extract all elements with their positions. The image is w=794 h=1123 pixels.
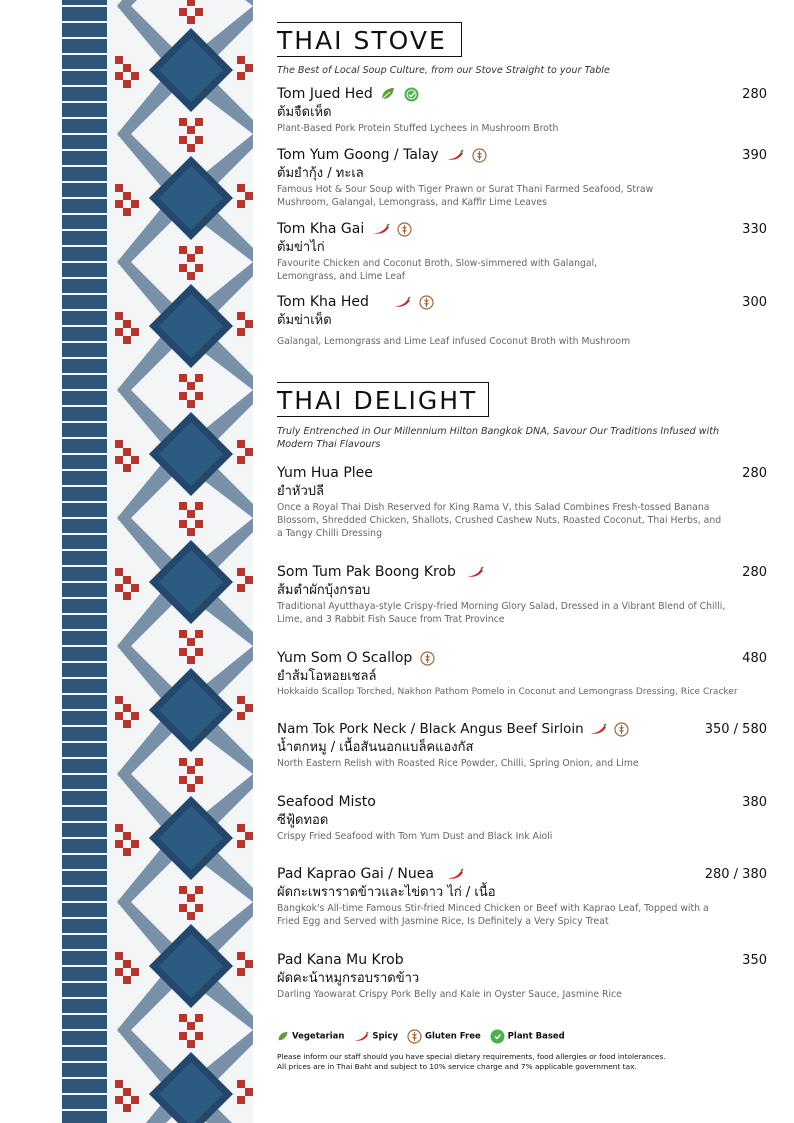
menu-item	[277, 294, 767, 348]
menu-item	[277, 147, 767, 209]
item-thai-name: ซีฟู้ดทอด	[277, 813, 329, 828]
item-name: Tom Kha Hed	[277, 294, 767, 311]
chili-icon	[446, 149, 464, 161]
section-subtitle: Truly Entrenched in Our Millennium Hilton Bangkok DNA, Savour Our Traditions Infused with Modern Thai Flavours	[277, 426, 720, 450]
item-name: Som Tum Pak Boong Krob	[277, 564, 767, 581]
item-name: Pad Kaprao Gai / Nuea	[277, 866, 767, 883]
chili-icon	[393, 296, 411, 308]
item-name: Tom Yum Goong / Talay	[277, 147, 767, 164]
chili-icon	[353, 1031, 369, 1042]
pricing-note: All prices are in Thai Baht and subject to 10% service charge and 7% applicable government tax.	[277, 1062, 637, 1071]
section-subtitle: The Best of Local Soup Culture, from our Stove Straight to your Table	[277, 65, 610, 76]
legend-vegetarian: Vegetarian	[277, 1031, 344, 1042]
menu-item	[277, 721, 767, 770]
plant-based-icon	[404, 87, 419, 102]
item-thai-name: ส้มตำผักบุ้งกรอบ	[277, 583, 371, 598]
item-price: 280 / 380	[704, 867, 767, 882]
gluten-free-icon	[420, 651, 435, 666]
item-price: 280	[742, 87, 767, 102]
item-price: 350 / 580	[704, 722, 767, 737]
item-description: North Eastern Relish with Roasted Rice Powder, Chilli, Spring Onion, and Lime	[277, 758, 639, 769]
item-thai-name: ผัดคะน้าหมูกรอบราดข้าว	[277, 971, 420, 986]
menu-item	[277, 650, 767, 699]
item-thai-name: น้ำตกหมู / เนื้อสันนอกแบล็คแองกัส	[277, 740, 474, 755]
menu-item	[277, 866, 767, 928]
menu-item	[277, 794, 767, 843]
gluten-free-icon	[407, 1029, 422, 1044]
item-thai-name: ยำหัวปลี	[277, 484, 325, 499]
section-title-thai-stove: THAI STOVE	[277, 22, 462, 57]
item-name: Tom Jued Hed	[277, 86, 767, 103]
dietary-legend	[277, 1029, 767, 1044]
item-thai-name: ต้มข่าไก่	[277, 240, 325, 255]
item-price: 330	[742, 222, 767, 237]
menu-item	[277, 465, 767, 540]
decorative-tile-border	[61, 0, 253, 1123]
menu-item	[277, 86, 767, 135]
menu-item	[277, 564, 767, 626]
item-name: Yum Hua Plee	[277, 465, 373, 481]
legend-gluten-free: Gluten Free	[407, 1029, 481, 1044]
item-thai-name: ต้มข่าเห็ด	[277, 313, 332, 328]
item-price: 280	[742, 565, 767, 580]
chili-icon	[446, 868, 464, 880]
gluten-free-icon	[472, 148, 487, 163]
item-description: Once a Royal Thai Dish Reserved for King Rama V, this Salad Combines Fresh-tossed Banana Blossom, Shredded Chicken, Shallots, Crushed Cashew Nuts, Roasted Coconut, Thai Herbs, and a Tangy Chilli Dressing	[277, 502, 722, 539]
item-description: Bangkok's All-time Famous Stir-fried Minced Chicken or Beef with Kaprao Leaf, Topped with a Fried Egg and Served with Jasmine Rice, Is Definitely a Very Spicy Treat	[277, 903, 709, 927]
item-price: 480	[742, 651, 767, 666]
item-description: Crispy Fried Seafood with Tom Yum Dust and Black Ink Aioli	[277, 831, 553, 842]
leaf-icon	[277, 1031, 289, 1042]
chili-icon	[372, 223, 390, 235]
menu-item	[277, 221, 767, 283]
item-name: Nam Tok Pork Neck / Black Angus Beef Sirloin	[277, 721, 767, 738]
item-price: 390	[742, 148, 767, 163]
chili-icon	[589, 723, 607, 735]
item-thai-name: ยำส้มโอหอยเชลล์	[277, 669, 377, 684]
item-description: Famous Hot & Sour Soup with Tiger Prawn or Surat Thani Farmed Seafood, Straw Mushroom, Galangal, Lemongrass, and Kaffir Lime Leaves	[277, 184, 654, 208]
item-name: Seafood Misto	[277, 794, 376, 810]
section-title-thai-delight: THAI DELIGHT	[277, 382, 489, 417]
item-description: Darling Yaowarat Crispy Pork Belly and Kale in Oyster Sauce, Jasmine Rice	[277, 989, 622, 1000]
menu-item	[277, 952, 767, 1001]
item-description: Favourite Chicken and Coconut Broth, Slow-simmered with Galangal, Lemongrass, and Lime Leaf	[277, 258, 598, 282]
item-price: 380	[742, 795, 767, 810]
item-description: Galangal, Lemongrass and Lime Leaf infused Coconut Broth with Mushroom	[277, 336, 631, 347]
chili-icon	[466, 566, 484, 578]
legend-plant-based: Plant Based	[490, 1029, 565, 1044]
item-thai-name: ผัดกะเพราราดข้าวและไข่ดาว ไก่ / เนื้อ	[277, 885, 496, 900]
menu-content	[277, 0, 767, 1123]
item-price: 350	[742, 953, 767, 968]
dietary-note: Please inform our staff should you have special dietary requirements, food allergies or food intolerances.	[277, 1052, 666, 1061]
item-price: 300	[742, 295, 767, 310]
gluten-free-icon	[614, 722, 629, 737]
item-thai-name: ต้มจืดเห็ด	[277, 105, 332, 120]
leaf-icon	[380, 87, 396, 101]
item-description: Plant-Based Pork Protein Stuffed Lychees in Mushroom Broth	[277, 123, 559, 134]
item-name: Tom Kha Gai	[277, 221, 767, 238]
gluten-free-icon	[397, 222, 412, 237]
item-thai-name: ต้มยำกุ้ง / ทะเล	[277, 166, 364, 181]
gluten-free-icon	[419, 295, 434, 310]
legend-spicy: Spicy	[353, 1031, 398, 1042]
item-description: Traditional Ayutthaya-style Crispy-fried Morning Glory Salad, Dressed in a Vibrant Blend of Chilli, Lime, and 3 Rabbit Fish Sauce from Trat Province	[277, 601, 726, 625]
item-price: 280	[742, 466, 767, 481]
plant-based-icon	[490, 1029, 505, 1044]
item-description: Hokkaido Scallop Torched, Nakhon Pathom Pomelo in Coconut and Lemongrass Dressing, Rice Cracker	[277, 687, 738, 697]
item-name: Yum Som O Scallop	[277, 650, 767, 667]
item-name: Pad Kana Mu Krob	[277, 952, 404, 968]
